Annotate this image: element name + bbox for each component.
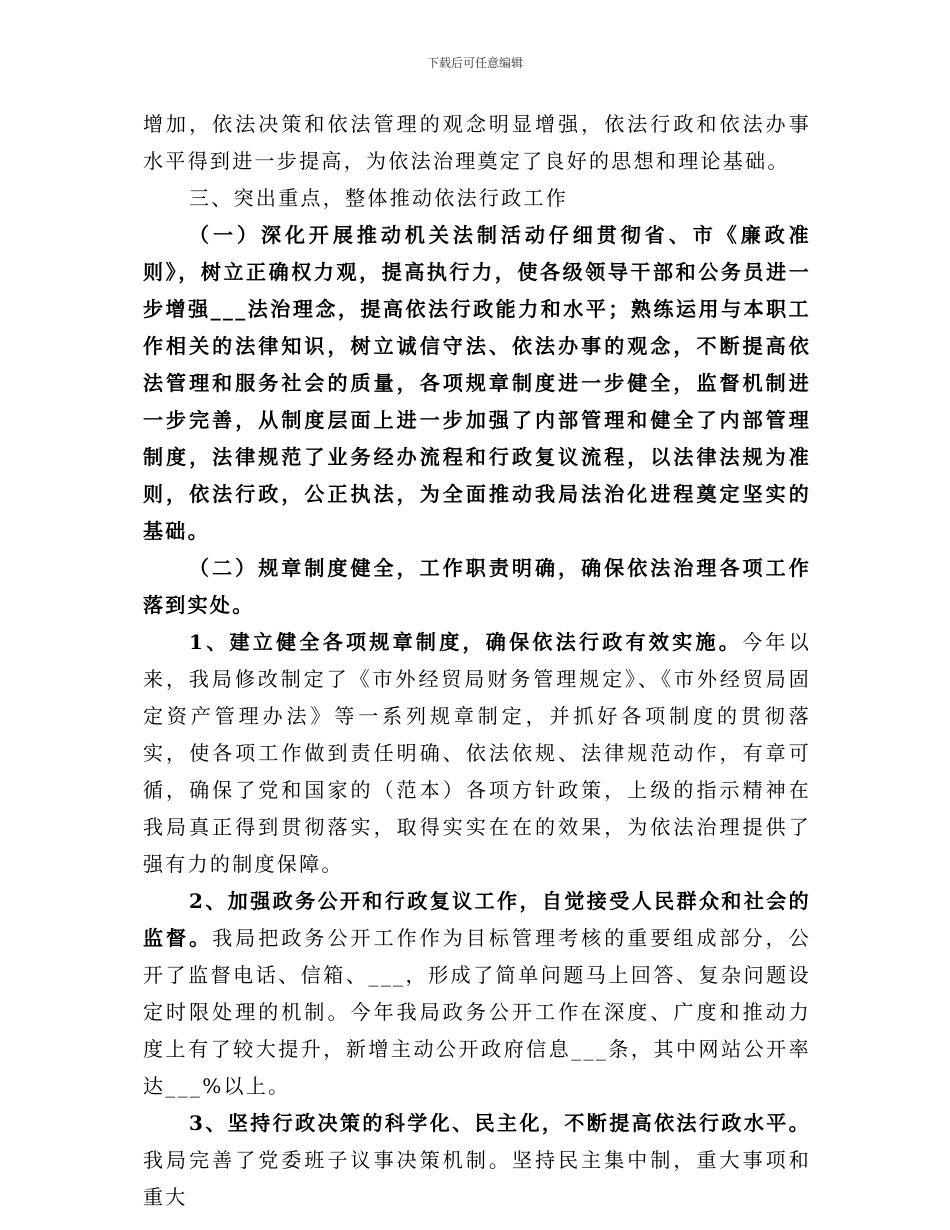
subsection-two: （二）规章制度健全，工作职责明确，确保依法治理各项工作落到实处。: [143, 556, 811, 617]
item-three-body: 我局完善了党委班子议事决策机制。坚持民主集中制，重大事项和重大: [143, 1148, 811, 1209]
item-two: [143, 883, 811, 1105]
item-one: [143, 624, 811, 883]
item-three: [143, 1105, 811, 1216]
item-two-lead: 2、加强政务公开和行政复议工作，自觉接受人民群众和社会的监督。: [143, 889, 811, 950]
paragraph-continuation: 增加，依法决策和依法管理的观念明显增强，依法行政和依法办事水平得到进一步提高，为依法治理奠定了良好的思想和理论基础。: [143, 112, 811, 173]
section-heading-three: 三、突出重点，整体推动依法行政工作: [189, 186, 569, 210]
item-one-body: 今年以来，我局修改制定了《市外经贸局财务管理规定》、《市外经贸局固定资产管理办法》等一系列规章制定，并抓好各项制度的贯彻落实，使各项工作做到责任明确、依法依规、法律规范动作，有章可循，确保了党和国家的（范本）各项方针政策，上级的指示精神在我局真正得到贯彻落实，取得实实在在的效果，为依法治理提供了强有力的制度保障。: [143, 630, 811, 876]
item-one-lead: 1、建立健全各项规章制度，确保依法行政有效实施。: [189, 630, 743, 654]
page-header-note: 下载后可任意编辑: [426, 56, 523, 70]
item-three-lead: 3、坚持行政决策的科学化、民主化，不断提高依法行政水平。: [189, 1111, 811, 1135]
document-body: [143, 106, 811, 1216]
subsection-one: （一）深化开展推动机关法制活动仔细贯彻省、市《廉政准则》，树立正确权力观，提高执行力，使各级领导干部和公务员进一步增强___法治理念，提高依法行政能力和水平；熟练运用与本职工作相关的法律知识，树立诚信守法、依法办事的观念，不断提高依法管理和服务社会的质量，各项规章制度进一步健全，监督机制进一步完善，从制度层面上进一步加强了内部管理和健全了内部管理制度，法律规范了业务经办流程和行政复议流程，以法律法规为准则，依法行政，公正执法，为全面推动我局法治化进程奠定坚实的基础。: [143, 223, 811, 543]
item-two-body: 我局把政务公开工作作为目标管理考核的重要组成部分，公开了监督电话、信箱、___，形成了简单问题马上回答、复杂问题设定时限处理的机制。今年我局政务公开工作在深度、广度和推动力度上有了较大提升，新增主动公开政府信息___条，其中网站公开率达___%以上。: [143, 926, 811, 1098]
